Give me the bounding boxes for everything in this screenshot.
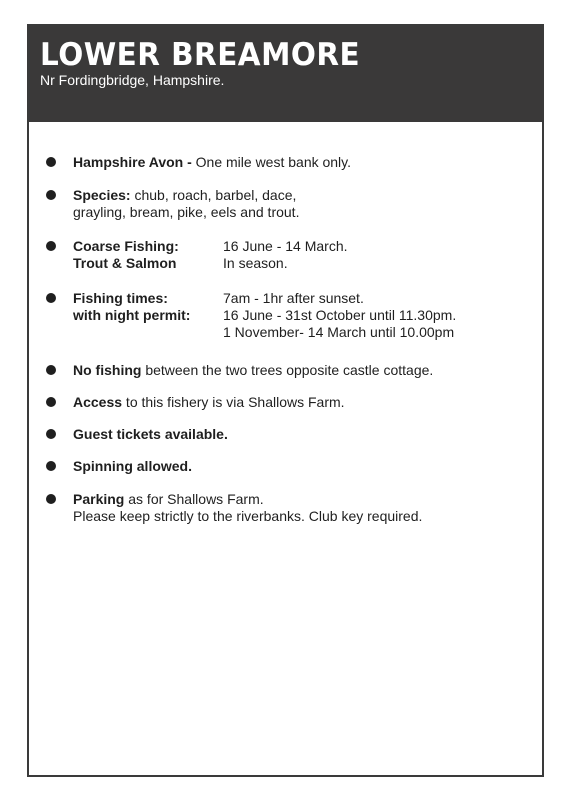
species-label: Species: — [73, 187, 131, 203]
times-value: 1 November- 14 March until 10.00pm — [223, 324, 455, 340]
parking-text: as for Shallows Farm. — [124, 491, 264, 507]
season-label: Trout & Salmon — [73, 255, 177, 271]
bullet-icon — [46, 190, 56, 200]
species-text-line2: grayling, bream, pike, eels and trout. — [73, 204, 300, 220]
bullet-icon — [46, 365, 56, 375]
bullet-icon — [46, 293, 56, 303]
access-label: Access — [73, 394, 123, 410]
river-label: Hampshire Avon - — [73, 154, 192, 170]
spinning-label: Spinning allowed. — [73, 458, 192, 474]
times-label: Fishing times: — [73, 290, 168, 306]
bullet-icon — [46, 241, 56, 251]
times-value: 7am - 1hr after sunset. — [223, 290, 364, 306]
parking-text-line2: Please keep strictly to the riverbanks. Club key required. — [73, 508, 423, 524]
times-label: with night permit: — [73, 307, 191, 323]
species-text: chub, roach, barbel, dace, — [130, 187, 297, 203]
season-value: In season. — [223, 255, 288, 271]
bullet-icon — [46, 494, 56, 504]
header-banner — [29, 26, 542, 122]
parking-label: Parking — [73, 491, 125, 507]
season-label: Coarse Fishing: — [73, 238, 179, 254]
guest-label: Guest tickets available. — [73, 426, 228, 442]
bullet-icon — [46, 397, 56, 407]
page-title: LOWER BREAMORE — [40, 37, 361, 73]
bullet-icon — [46, 157, 56, 167]
access-text: to this fishery is via Shallows Farm. — [122, 394, 345, 410]
fishery-info-card — [27, 24, 544, 777]
location-subtitle: Nr Fordingbridge, Hampshire. — [40, 72, 225, 88]
no-fishing-text: between the two trees opposite castle cottage. — [141, 362, 434, 378]
river-text: One mile west bank only. — [191, 154, 352, 170]
bullet-icon — [46, 461, 56, 471]
no-fishing-label: No fishing — [73, 362, 142, 378]
times-value: 16 June - 31st October until 11.30pm. — [223, 307, 457, 323]
season-value: 16 June - 14 March. — [223, 238, 348, 254]
bullet-icon — [46, 429, 56, 439]
